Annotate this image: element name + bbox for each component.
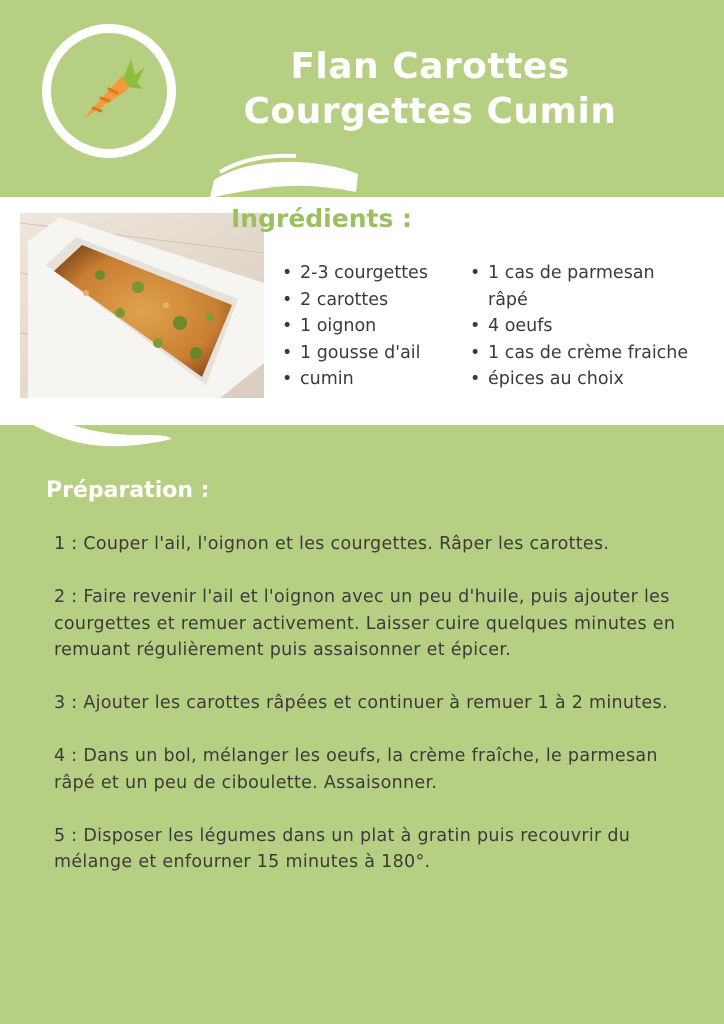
list-item: • 1 gousse d'ail — [280, 340, 428, 367]
carrot-icon — [71, 53, 147, 129]
title-line-2: Courgettes Cumin — [243, 91, 617, 132]
list-item: • 2-3 courgettes — [280, 260, 428, 287]
step-1: 1 : Couper l'ail, l'oignon et les courgettes. Râper les carottes. — [54, 534, 610, 554]
list-item: • cumin — [280, 366, 428, 393]
ingredients-heading: Ingrédients : — [231, 204, 413, 233]
step-5: 5 : Disposer les légumes dans un plat à gratin puis recouvrir du mélange et enfourner 15 minutes à 180°. — [54, 825, 631, 872]
logo-badge — [42, 24, 176, 158]
list-item: • 2 carottes — [280, 287, 428, 314]
list-item: • 1 oignon — [280, 313, 428, 340]
flan-dish-photo — [20, 213, 264, 398]
title-line-1: Flan Carottes — [290, 46, 570, 87]
ingredients-list-1 — [280, 260, 428, 393]
recipe-title — [200, 44, 660, 134]
list-item: • épices au choix — [468, 366, 688, 393]
list-item: • 1 cas de parmesan — [468, 260, 688, 287]
preparation-heading: Préparation : — [46, 478, 210, 503]
list-item-continuation: râpé — [488, 289, 528, 310]
preparation-steps — [54, 531, 694, 902]
list-item: • 4 oeufs — [468, 313, 688, 340]
ingredients-list-2 — [468, 260, 688, 393]
step-2: 2 : Faire revenir l'ail et l'oignon avec un peu d'huile, puis ajouter les courgettes et remuer activement. Laisser cuire quelques minutes en remuant régulièrement puis assaisonner et épicer. — [54, 587, 676, 660]
list-item: • 1 cas de crème fraiche — [468, 340, 688, 367]
step-4: 4 : Dans un bol, mélanger les oeufs, la crème fraîche, le parmesan râpé et un peu de ciboulette. Assaisonner. — [54, 746, 658, 793]
step-3: 3 : Ajouter les carottes râpées et continuer à remuer 1 à 2 minutes. — [54, 693, 668, 713]
brush-stroke-top — [206, 152, 366, 204]
